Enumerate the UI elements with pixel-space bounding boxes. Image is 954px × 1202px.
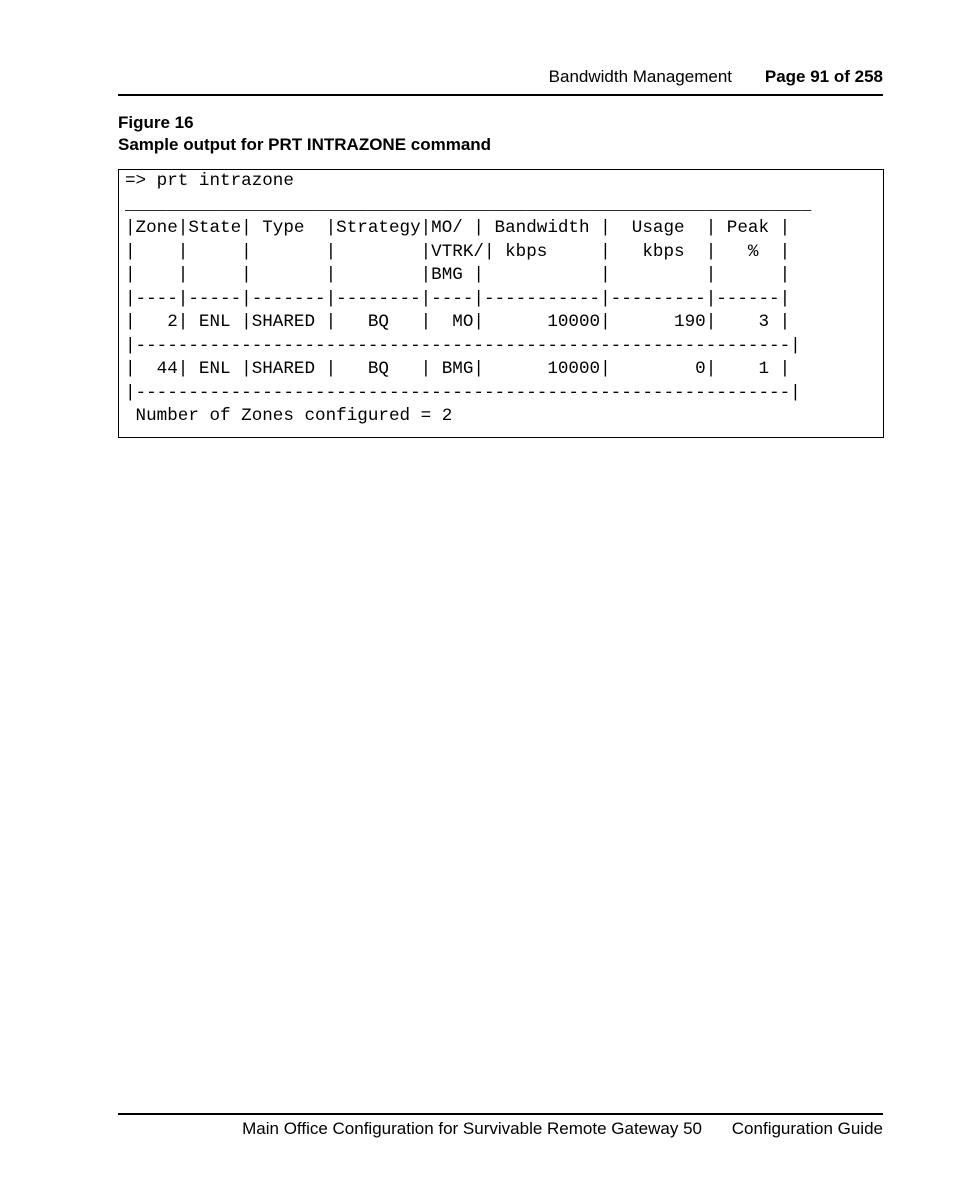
code-line-top-rule: _________________________________________________________________ [125,194,812,215]
code-line-summary: Number of Zones configured = 2 [125,406,453,426]
page-footer [118,1113,883,1143]
code-line-prompt: => prt intrazone [125,171,294,191]
figure-title: Sample output for PRT INTRAZONE command [118,135,492,154]
page-header [118,64,883,96]
command-output-box [118,169,884,438]
code-line-header-1: |Zone|State| Type |Strategy|MO/ | Bandwidth | Usage | Peak | [125,218,791,238]
header-section-title: Bandwidth Management [548,67,732,86]
footer-document-type: Configuration Guide [731,1119,883,1138]
code-line-row-zone-44: | 44| ENL |SHARED | BQ | BMG| 10000| 0| 1 | [125,359,791,379]
code-line-separator: |----|-----|-------|--------|----|-----------|---------|------| [125,288,791,309]
code-line-row-separator: |--------------------------------------------------------------| [125,335,801,356]
command-output [125,170,811,429]
code-line-header-2: | | | | |VTRK/| kbps | kbps | % | [125,241,791,262]
code-line-header-3: | | | | |BMG | | | | [125,265,791,285]
code-line-row-zone-2: | 2| ENL |SHARED | BQ | MO| 10000| 190| 3 | [125,312,791,332]
code-line-row-separator: |--------------------------------------------------------------| [125,382,801,403]
figure-number: Figure 16 [118,113,194,132]
header-page-number: Page 91 of 258 [764,67,883,86]
footer-document-title: Main Office Configuration for Survivable Remote Gateway 50 [242,1119,702,1138]
